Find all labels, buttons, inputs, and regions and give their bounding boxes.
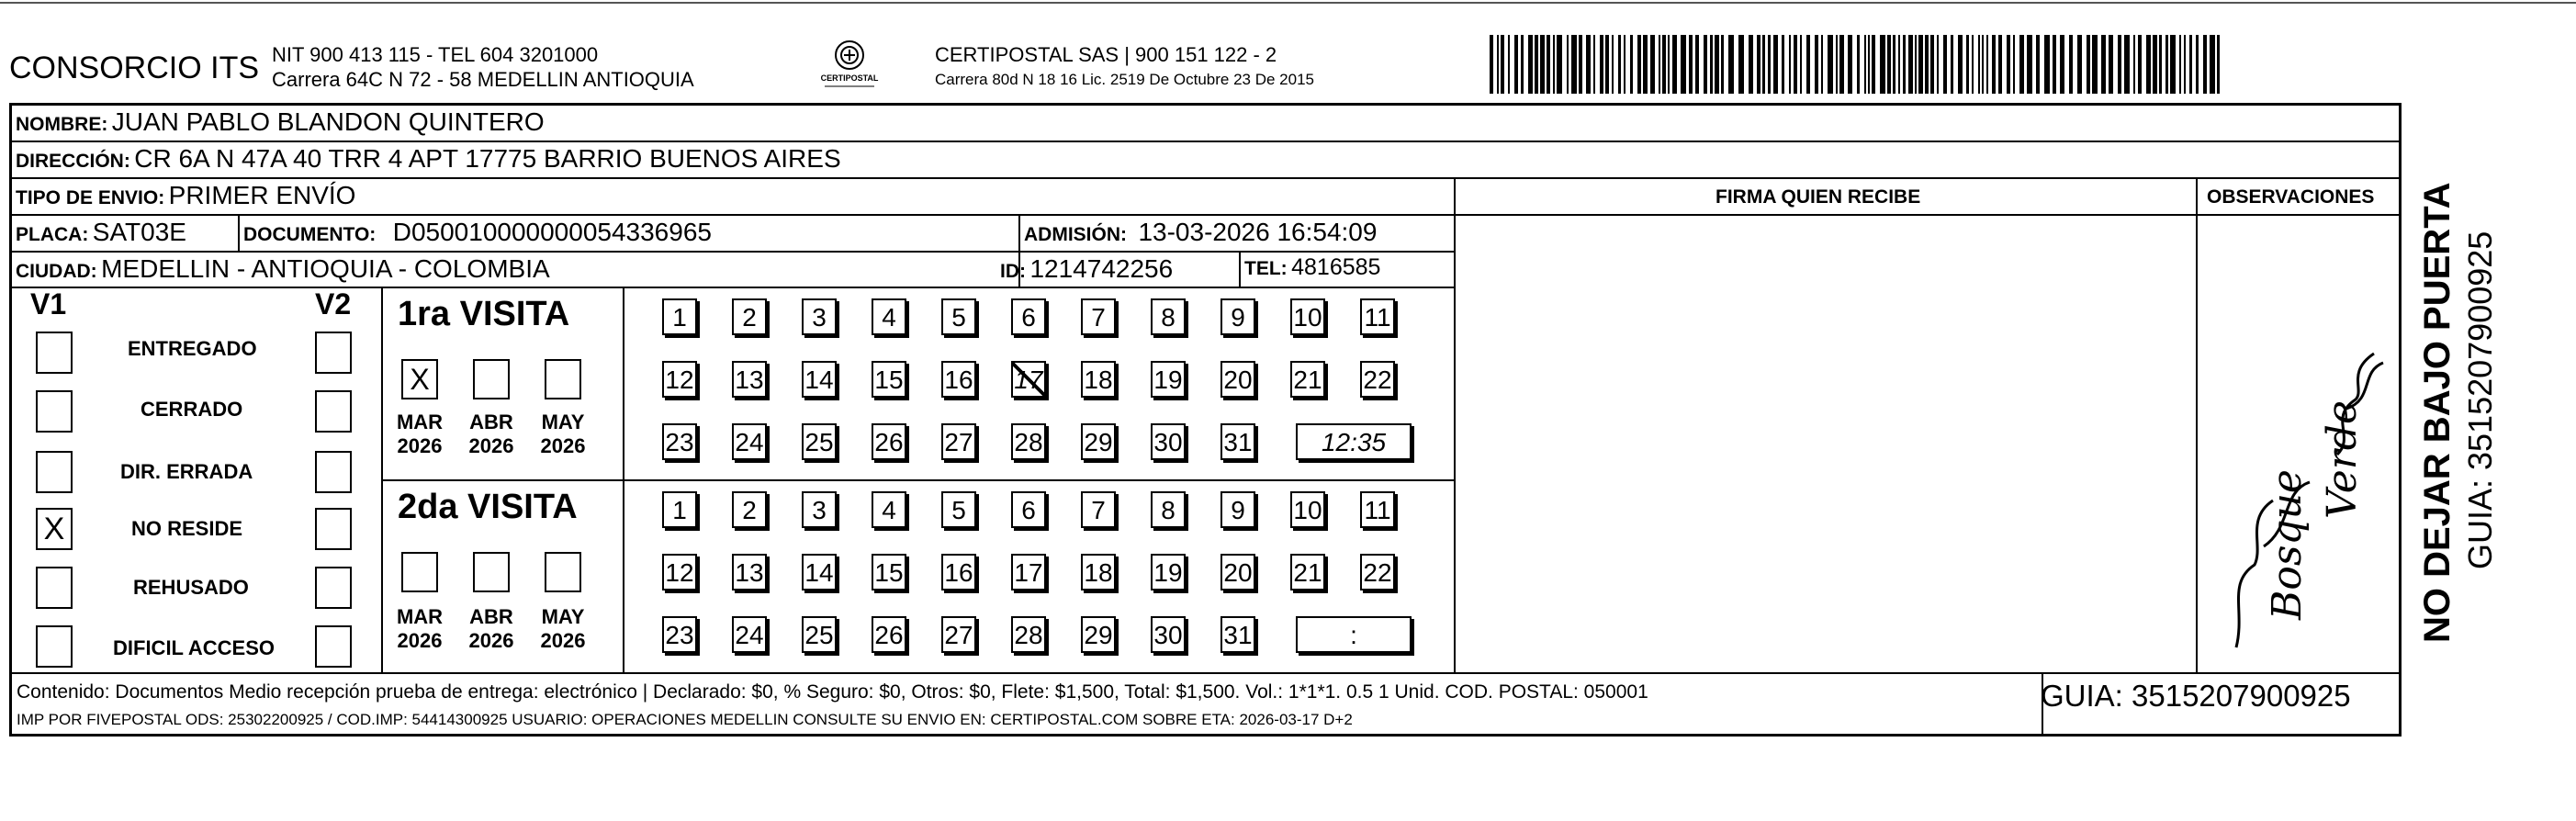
admision-value: 13-03-2026 16:54:09 bbox=[1138, 218, 1378, 246]
day-box[interactable]: 20 bbox=[1221, 361, 1255, 398]
status-entregado: ENTREGADO bbox=[128, 337, 257, 360]
day-box[interactable]: 30 bbox=[1151, 423, 1186, 460]
day-box[interactable]: 26 bbox=[872, 616, 906, 653]
barcode-bar bbox=[1557, 35, 1562, 94]
day-box[interactable]: 26 bbox=[872, 423, 906, 460]
day-box[interactable]: 5 bbox=[941, 491, 976, 528]
day-box[interactable]: 28 bbox=[1011, 616, 1046, 653]
barcode-bar bbox=[1508, 35, 1510, 94]
barcode-bar bbox=[2109, 35, 2113, 94]
observaciones-header bbox=[2207, 186, 2374, 208]
visit-2-month-abr-checkbox[interactable] bbox=[473, 552, 510, 592]
barcode-bar bbox=[2101, 35, 2106, 94]
id-label: ID: bbox=[1000, 261, 1026, 282]
observaciones-note-2: Verde bbox=[2319, 399, 2366, 519]
barcode-bar bbox=[1893, 35, 1895, 94]
barcode-bar bbox=[2179, 35, 2181, 94]
barcode-bar bbox=[1868, 35, 1870, 94]
visit-1-month-abr-checkbox[interactable] bbox=[473, 359, 510, 399]
barcode-bar bbox=[1586, 35, 1591, 94]
barcode-bar bbox=[1848, 35, 1852, 94]
day-box[interactable]: 19 bbox=[1151, 554, 1186, 590]
barcode bbox=[1490, 35, 2224, 94]
status-dir-errada: DIR. ERRADA bbox=[120, 460, 253, 483]
barcode-bar bbox=[1806, 35, 1810, 94]
day-box[interactable]: 14 bbox=[802, 554, 837, 590]
barcode-bar bbox=[1643, 35, 1648, 94]
visit-1-month-label: MAY 2026 bbox=[540, 410, 586, 457]
placa-field bbox=[16, 218, 186, 247]
side-guia: GUIA: 3515207900925 bbox=[2461, 231, 2499, 569]
tipo-envio-label: TIPO DE ENVIO: bbox=[16, 187, 165, 208]
barcode-bar bbox=[1501, 35, 1504, 94]
barcode-bar bbox=[1757, 35, 1760, 94]
row-divider bbox=[12, 141, 2400, 142]
barcode-bar bbox=[1986, 35, 1988, 94]
col-divider bbox=[1454, 177, 1456, 673]
barcode-bar bbox=[1998, 35, 2002, 94]
barcode-bar bbox=[1600, 35, 1603, 94]
row-divider bbox=[12, 287, 1454, 288]
status-cerrado: CERRADO bbox=[141, 398, 243, 421]
v2-header: V2 bbox=[315, 287, 352, 321]
barcode-bar bbox=[1659, 35, 1660, 94]
id-field bbox=[1000, 254, 1173, 284]
barcode-bar bbox=[1887, 35, 1891, 94]
day-box[interactable]: 7 bbox=[1081, 491, 1116, 528]
day-box[interactable]: 17 bbox=[1011, 361, 1046, 398]
day-box[interactable]: 27 bbox=[941, 616, 976, 653]
barcode-bar bbox=[1514, 35, 1518, 94]
barcode-bar bbox=[1972, 35, 1974, 94]
no-reside-v2-checkbox[interactable] bbox=[315, 508, 352, 550]
barcode-bar bbox=[2069, 35, 2073, 94]
barcode-bar bbox=[1728, 35, 1734, 94]
side-warning: NO DEJAR BAJO PUERTA bbox=[2417, 182, 2458, 643]
day-box[interactable]: 1 bbox=[662, 491, 697, 528]
carrier-name: CERTIPOSTAL SAS | 900 151 122 - 2 bbox=[935, 43, 1277, 66]
day-box[interactable]: 6 bbox=[1011, 298, 1046, 335]
dificil-acceso-v2-checkbox[interactable] bbox=[315, 625, 352, 668]
barcode-bar bbox=[1782, 35, 1784, 94]
documento-field bbox=[243, 218, 712, 247]
barcode-bar bbox=[2092, 35, 2098, 94]
visit-2-month-label: MAY 2026 bbox=[540, 605, 586, 652]
day-box[interactable]: 8 bbox=[1151, 298, 1186, 335]
day-box[interactable]: 29 bbox=[1081, 616, 1116, 653]
direccion-row bbox=[16, 144, 841, 174]
barcode-bar bbox=[2146, 35, 2151, 94]
barcode-bar bbox=[2036, 35, 2040, 94]
visit-1-month-label: MAR 2026 bbox=[396, 410, 444, 457]
barcode-bar bbox=[1624, 35, 1625, 94]
ciudad-value: MEDELLIN - ANTIOQUIA - COLOMBIA bbox=[101, 254, 550, 283]
barcode-bar bbox=[1800, 35, 1802, 94]
documento-label: DOCUMENTO: bbox=[243, 224, 377, 245]
day-box[interactable]: 24 bbox=[732, 423, 767, 460]
barcode-bar bbox=[2124, 35, 2130, 94]
tipo-envio-row bbox=[16, 181, 355, 210]
barcode-bar bbox=[1715, 35, 1719, 94]
barcode-bar bbox=[1695, 35, 1699, 94]
delivery-form bbox=[9, 103, 2402, 737]
day-box[interactable]: 19 bbox=[1151, 361, 1186, 398]
entregado-v1-checkbox[interactable] bbox=[36, 332, 73, 374]
day-box[interactable]: 15 bbox=[872, 554, 906, 590]
day-box[interactable]: 21 bbox=[1290, 554, 1325, 590]
barcode-bar bbox=[1918, 35, 1923, 94]
placa-value: SAT03E bbox=[92, 218, 186, 246]
signature-area[interactable] bbox=[1457, 216, 2194, 669]
tel-label: TEL: bbox=[1244, 258, 1288, 279]
day-box[interactable]: 28 bbox=[1011, 423, 1046, 460]
barcode-bar bbox=[1828, 35, 1833, 94]
barcode-bar bbox=[1930, 35, 1934, 94]
barcode-bar bbox=[1650, 35, 1655, 94]
barcode-bar bbox=[1681, 35, 1686, 94]
visit-1-title: 1ra VISITA bbox=[398, 295, 570, 333]
barcode-bar bbox=[1630, 35, 1633, 94]
barcode-bar bbox=[1689, 35, 1693, 94]
barcode-bar bbox=[1821, 35, 1823, 94]
certipostal-logo-icon bbox=[817, 37, 882, 92]
day-box[interactable]: 13 bbox=[732, 554, 767, 590]
day-box[interactable]: 4 bbox=[872, 491, 906, 528]
placa-label: PLACA: bbox=[16, 224, 89, 245]
barcode-bar bbox=[1618, 35, 1621, 94]
day-box[interactable]: 9 bbox=[1221, 298, 1255, 335]
barcode-bar bbox=[1951, 35, 1953, 94]
col-divider bbox=[238, 214, 240, 251]
print-info-line: IMP POR FIVEPOSTAL ODS: 25302200925 / COD.IMP: 54414300925 USUARIO: OPERACIONES MEDELLIN CONSULTE SU ENVIO EN: CERTIPOSTAL.COM SOBRE ETA: 2026-03-17 D+2 bbox=[17, 711, 1353, 728]
barcode-bar bbox=[1547, 35, 1550, 94]
day-box[interactable]: 25 bbox=[802, 423, 837, 460]
barcode-bar bbox=[2027, 35, 2032, 94]
guia-number: GUIA: 3515207900925 bbox=[2041, 679, 2351, 713]
barcode-bar bbox=[1943, 35, 1947, 94]
visit-1-month-label: ABR 2026 bbox=[468, 410, 514, 457]
visit-1-month-may-checkbox[interactable] bbox=[545, 359, 581, 399]
cerrado-v2-checkbox[interactable] bbox=[315, 390, 352, 433]
day-box[interactable]: 22 bbox=[1360, 554, 1395, 590]
visit-divider bbox=[381, 479, 1454, 481]
barcode-bar bbox=[1540, 35, 1545, 94]
barcode-bar bbox=[1704, 35, 1707, 94]
barcode-bar bbox=[2184, 35, 2186, 94]
barcode-bar bbox=[1966, 35, 1969, 94]
visit-time-box[interactable]: 12:35 bbox=[1296, 423, 1412, 460]
barcode-bar bbox=[1915, 35, 1917, 94]
barcode-bar bbox=[1749, 35, 1753, 94]
dificil-acceso-v1-checkbox[interactable] bbox=[36, 625, 73, 668]
barcode-bar bbox=[2007, 35, 2010, 94]
barcode-bar bbox=[2165, 35, 2168, 94]
dir-errada-v2-checkbox[interactable] bbox=[315, 451, 352, 493]
barcode-bar bbox=[1662, 35, 1666, 94]
barcode-bar bbox=[1937, 35, 1939, 94]
barcode-bar bbox=[2118, 35, 2121, 94]
day-box[interactable]: 14 bbox=[802, 361, 837, 398]
day-box[interactable]: 18 bbox=[1081, 554, 1116, 590]
row-divider bbox=[12, 177, 2400, 179]
nombre-label: NOMBRE: bbox=[16, 114, 108, 135]
visit-2-month-label: ABR 2026 bbox=[468, 605, 514, 652]
observaciones-label: OBSERVACIONES bbox=[2207, 186, 2375, 208]
day-box[interactable]: 12 bbox=[662, 554, 697, 590]
nombre-value: JUAN PABLO BLANDON QUINTERO bbox=[111, 107, 545, 136]
day-box[interactable]: 12 bbox=[662, 361, 697, 398]
barcode-bar bbox=[1958, 35, 1963, 94]
v1-header: V1 bbox=[30, 287, 67, 321]
barcode-bar bbox=[1605, 35, 1609, 94]
barcode-bar bbox=[1898, 35, 1900, 94]
day-box[interactable]: 11 bbox=[1360, 298, 1395, 335]
barcode-bar bbox=[1872, 35, 1875, 94]
barcode-bar bbox=[2087, 35, 2090, 94]
day-box[interactable]: 15 bbox=[872, 361, 906, 398]
barcode-bar bbox=[1612, 35, 1614, 94]
documento-value: D050010000000054336965 bbox=[392, 218, 712, 246]
day-box[interactable]: 10 bbox=[1290, 491, 1325, 528]
row-divider bbox=[12, 251, 1454, 253]
barcode-bar bbox=[1567, 35, 1569, 94]
barcode-bar bbox=[2019, 35, 2024, 94]
barcode-bar bbox=[1836, 35, 1838, 94]
tel-value: 4816585 bbox=[1291, 254, 1381, 280]
day-box[interactable]: 29 bbox=[1081, 423, 1116, 460]
admision-label: ADMISIÓN: bbox=[1024, 224, 1127, 245]
barcode-bar bbox=[2044, 35, 2050, 94]
barcode-bar bbox=[2189, 35, 2192, 94]
day-box[interactable]: 18 bbox=[1081, 361, 1116, 398]
tel-field bbox=[1244, 254, 1380, 281]
day-box[interactable]: 25 bbox=[802, 616, 837, 653]
visit-time-box[interactable]: : bbox=[1296, 616, 1412, 653]
barcode-bar bbox=[1710, 35, 1713, 94]
barcode-bar bbox=[1773, 35, 1778, 94]
day-box[interactable]: 6 bbox=[1011, 491, 1046, 528]
barcode-bar bbox=[1721, 35, 1724, 94]
day-box[interactable]: 30 bbox=[1151, 616, 1186, 653]
barcode-bar bbox=[1535, 35, 1538, 94]
day-box[interactable]: 4 bbox=[872, 298, 906, 335]
barcode-bar bbox=[2170, 35, 2176, 94]
day-box[interactable]: 11 bbox=[1360, 491, 1395, 528]
day-box[interactable]: 23 bbox=[662, 616, 697, 653]
visit-2-month-mar-checkbox[interactable] bbox=[401, 552, 438, 592]
day-box[interactable]: 27 bbox=[941, 423, 976, 460]
barcode-bar bbox=[1490, 35, 1493, 94]
barcode-bar bbox=[1903, 35, 1906, 94]
direccion-value: CR 6A N 47A 40 TRR 4 APT 17775 BARRIO BUENOS AIRES bbox=[134, 144, 841, 173]
barcode-bar bbox=[1982, 35, 1984, 94]
entregado-v2-checkbox[interactable] bbox=[315, 332, 352, 374]
top-rule bbox=[0, 2, 2576, 4]
col-divider bbox=[2196, 177, 2198, 673]
barcode-bar bbox=[1815, 35, 1818, 94]
barcode-bar bbox=[2210, 35, 2215, 94]
day-box[interactable]: 8 bbox=[1151, 491, 1186, 528]
admision-field bbox=[1024, 218, 1377, 247]
brand-name: CONSORCIO ITS bbox=[9, 51, 260, 85]
status-no-reside: NO RESIDE bbox=[131, 517, 243, 540]
barcode-bar bbox=[2077, 35, 2082, 94]
barcode-bar bbox=[1637, 35, 1641, 94]
firma-header bbox=[1715, 186, 1920, 208]
barcode-bar bbox=[2203, 35, 2207, 94]
direccion-label: DIRECCIÓN: bbox=[16, 151, 130, 172]
barcode-bar bbox=[1528, 35, 1533, 94]
status-rehusado: REHUSADO bbox=[133, 576, 249, 599]
barcode-bar bbox=[2196, 35, 2199, 94]
day-box[interactable]: 22 bbox=[1360, 361, 1395, 398]
barcode-bar bbox=[2153, 35, 2157, 94]
day-box[interactable]: 3 bbox=[802, 491, 837, 528]
barcode-bar bbox=[1794, 35, 1797, 94]
barcode-bar bbox=[1839, 35, 1844, 94]
barcode-bar bbox=[1864, 35, 1866, 94]
rehusado-v2-checkbox[interactable] bbox=[315, 567, 352, 609]
barcode-bar bbox=[1571, 35, 1577, 94]
barcode-bar bbox=[1672, 35, 1677, 94]
carrier-license: Carrera 80d N 18 16 Lic. 2519 De Octubre 23 De 2015 bbox=[935, 71, 1314, 88]
barcode-bar bbox=[1978, 35, 1980, 94]
barcode-bar bbox=[2133, 35, 2135, 94]
barcode-bar bbox=[1553, 35, 1555, 94]
company-nit: NIT 900 413 115 - TEL 604 3201000 bbox=[272, 43, 599, 66]
id-value: 1214742256 bbox=[1029, 254, 1174, 283]
day-box[interactable]: 5 bbox=[941, 298, 976, 335]
day-box[interactable]: 10 bbox=[1290, 298, 1325, 335]
barcode-bar bbox=[1497, 35, 1499, 94]
day-box[interactable]: 9 bbox=[1221, 491, 1255, 528]
contents-line: Contenido: Documentos Medio recepción prueba de entrega: electrónico | Declarado: $0, % Seguro: $0, Otros: $0, Flete: $1,500, Total: $1,500. Vol.: 1*1*1. 0.5 1 Unid. COD. POSTAL: 050001 bbox=[17, 681, 1648, 703]
day-box[interactable]: 17 bbox=[1011, 554, 1046, 590]
no-reside-v1-checkbox[interactable]: X bbox=[36, 508, 73, 550]
logo-text: CERTIPOSTAL bbox=[820, 73, 879, 83]
status-dificil-acceso: DIFICIL ACCESO bbox=[113, 636, 276, 659]
barcode-bar bbox=[2053, 35, 2056, 94]
barcode-bar bbox=[1768, 35, 1771, 94]
barcode-bar bbox=[1925, 35, 1929, 94]
barcode-bar bbox=[1880, 35, 1885, 94]
visit-2-month-may-checkbox[interactable] bbox=[545, 552, 581, 592]
tipo-envio-value: PRIMER ENVÍO bbox=[168, 181, 356, 209]
day-box[interactable]: 21 bbox=[1290, 361, 1325, 398]
visit-2-month-label: MAR 2026 bbox=[396, 605, 444, 652]
day-box[interactable]: 20 bbox=[1221, 554, 1255, 590]
firma-label: FIRMA QUIEN RECIBE bbox=[1715, 186, 1921, 208]
barcode-bar bbox=[1789, 35, 1791, 94]
barcode-bar bbox=[1762, 35, 1765, 94]
day-box[interactable]: 13 bbox=[732, 361, 767, 398]
barcode-bar bbox=[1738, 35, 1744, 94]
barcode-bar bbox=[2138, 35, 2142, 94]
day-box[interactable]: 2 bbox=[732, 491, 767, 528]
barcode-bar bbox=[2159, 35, 2162, 94]
barcode-bar bbox=[1992, 35, 1996, 94]
company-address: Carrera 64C N 72 - 58 MEDELLIN ANTIOQUIA bbox=[272, 68, 694, 91]
col-divider bbox=[1239, 251, 1241, 287]
visit-2-title: 2da VISITA bbox=[398, 488, 578, 526]
day-box[interactable]: 24 bbox=[732, 616, 767, 653]
barcode-bar bbox=[1521, 35, 1524, 94]
barcode-bar bbox=[2013, 35, 2015, 94]
day-box[interactable]: 16 bbox=[941, 554, 976, 590]
nombre-row bbox=[16, 107, 545, 137]
day-box[interactable]: 31 bbox=[1221, 423, 1255, 460]
barcode-bar bbox=[1579, 35, 1582, 94]
day-box[interactable]: 31 bbox=[1221, 616, 1255, 653]
day-box[interactable]: 16 bbox=[941, 361, 976, 398]
day-box[interactable]: 23 bbox=[662, 423, 697, 460]
barcode-bar bbox=[2060, 35, 2064, 94]
barcode-bar bbox=[1593, 35, 1595, 94]
day-box[interactable]: 2 bbox=[732, 298, 767, 335]
cerrado-v1-checkbox[interactable] bbox=[36, 390, 73, 433]
day-box[interactable]: 1 bbox=[662, 298, 697, 335]
day-box[interactable]: 7 bbox=[1081, 298, 1116, 335]
ciudad-field bbox=[16, 254, 550, 284]
dir-errada-v1-checkbox[interactable] bbox=[36, 451, 73, 493]
rehusado-v1-checkbox[interactable] bbox=[36, 567, 73, 609]
barcode-bar bbox=[1908, 35, 1913, 94]
barcode-bar bbox=[2217, 35, 2220, 94]
observaciones-area[interactable] bbox=[2199, 216, 2407, 669]
day-box[interactable]: 3 bbox=[802, 298, 837, 335]
observaciones-note-1: Bosque bbox=[2264, 469, 2311, 620]
barcode-bar bbox=[1857, 35, 1860, 94]
ciudad-label: CIUDAD: bbox=[16, 261, 97, 282]
barcode-bar bbox=[1668, 35, 1670, 94]
visit-1-month-mar-checkbox[interactable]: X bbox=[401, 359, 438, 399]
